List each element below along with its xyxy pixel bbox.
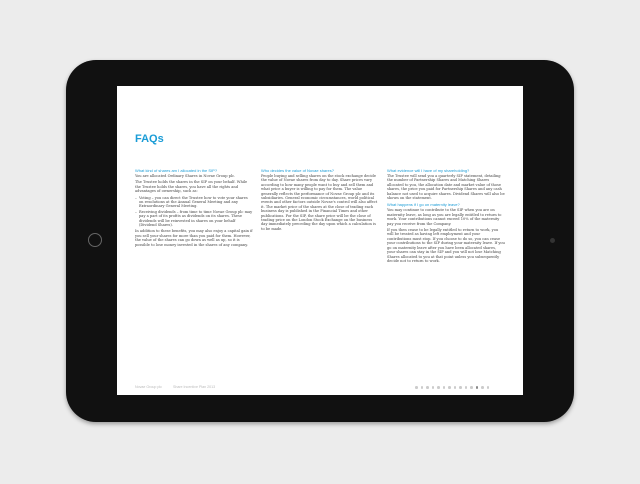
faq-bullet-item: – Voting – you can direct the Trustee how to vote your shares on resolutions at the Annual General Meeting and any Extraordinary General Meeting. [139,196,253,209]
home-button[interactable] [88,233,102,247]
faq-answer-paragraph: The Trustee will send you a quarterly SIP statement, detailing the number of Partnership Shares and Matching Shares allocated to you, the allocation date and market value of those shares, the price you paid for Partnership Shares and any cash balance not used to acquire shares. Dividend Shares will also be shown on the statement. [387,174,505,201]
page-dot[interactable] [421,386,424,389]
page-dot[interactable] [487,386,490,389]
document-page [117,86,523,395]
page-dot-current[interactable] [476,386,479,389]
faq-answer-paragraph: People buying and selling shares on the stock exchange decide the value of Novae shares from day to day. Share prices vary according to how many people want to buy and sell them and what price a buyer is willing to pay for them. The value generally reflects the performance of Novae Group plc and its subsidiaries. General economic circumstances, world political events and other factors outside Novae's control will also affect it. The market price of the shares at the close of trading each business day is published in the Financial Times and other publications. For the SIP, the share price will be the close of trading price on the London Stock Exchange on the business day immediately preceding the day upon which a calculation is to be made. [261,174,378,231]
faq-bullet-list [135,196,253,228]
page-title: FAQs [135,133,164,145]
page-dot[interactable] [470,386,473,389]
page-dot[interactable] [426,386,429,389]
page-dot[interactable] [443,386,446,389]
page-dot[interactable] [415,386,418,389]
page-dot[interactable] [465,386,468,389]
footer-subtitle: Share Incentive Plan 2013 [172,385,216,389]
page-dot[interactable] [481,386,484,389]
pagination-dots [415,386,489,389]
faq-column [261,168,379,233]
faq-column [387,168,505,265]
page-dot[interactable] [459,386,462,389]
faq-question: What happens if I go on maternity leave? [387,202,460,208]
page-dot[interactable] [454,386,457,389]
faq-question: What kind of shares am I allocated in the SIP? [135,168,218,173]
faq-column [135,168,253,249]
page-dot[interactable] [432,386,435,389]
faq-question: Who decides the value of Novae shares? [261,168,334,173]
faq-answer-paragraph: The Trustee holds the shares in the SIP on your behalf. While the Trustee holds the shares, you have all the rights and advantages of ownership, such as: [135,180,248,194]
faq-bullet-item: – Receiving dividends – from time to time Novae Group plc may pay a part of its profits as dividends on its shares. These dividends will be reinvested in shares on your behalf (Dividend Shares). [139,210,253,228]
page-dot[interactable] [448,386,451,389]
faq-answer-paragraph: You are allocated Ordinary Shares in Novae Group plc. [135,174,236,178]
camera-icon [550,238,555,243]
page-footer [135,385,225,389]
faq-answer-paragraph: If you then cease to be legally entitled to return to work, you will be treated as having left employment and your contributions must stop. If you choose to do so, you can cease your contributions to the SIP during your maternity leave. If you go on maternity leave after you have been allocated shares, your shares can stay in the SIP and you will not lose Matching Shares allocated to you at that point unless you subsequently decide not to return to work. [387,228,505,263]
footer-brand: Novae Group plc [135,385,162,389]
faq-answer-paragraph: You may continue to contribute to the SIP when you are on maternity leave, as long as you are legally entitled to return to work. Your contributions cannot exceed 10% of the maternity pay you receive from the Company. [387,208,502,226]
faq-question: What evidence will I have of my shareholding? [387,168,470,173]
page-dot[interactable] [437,386,440,389]
faq-answer-paragraph: In addition to these benefits, you may also enjoy a capital gain if you sell your shares for more than you paid for them. However, the value of the shares can go down as well as up, so it is possible to lose money invested in the shares of any company. [135,229,253,247]
tablet-device [66,60,574,422]
